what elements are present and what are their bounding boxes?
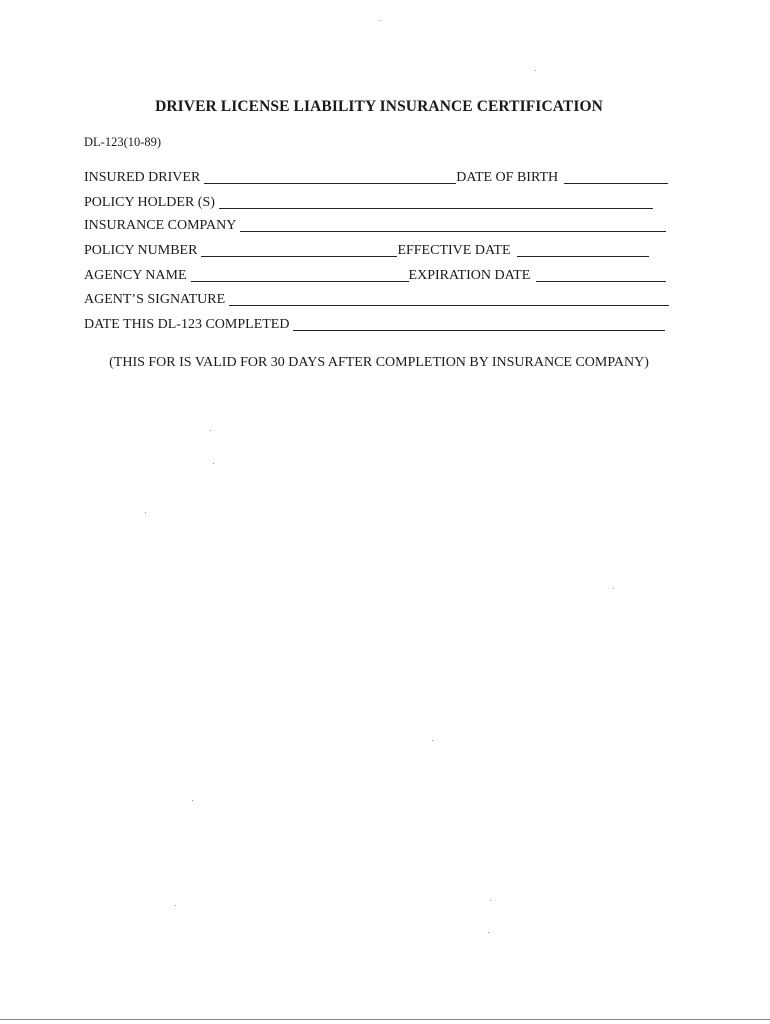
agency-name-label: AGENCY NAME	[84, 268, 187, 283]
insurance-company-label: INSURANCE COMPANY	[84, 218, 237, 233]
policy-holder-label: POLICY HOLDER (S)	[84, 195, 215, 210]
expiration-date-label: EXPIRATION DATE	[408, 268, 531, 283]
form-title: DRIVER LICENSE LIABILITY INSURANCE CERTIFICATION	[155, 98, 603, 115]
row-insurance-company	[84, 214, 666, 234]
row-agents-signature	[84, 288, 669, 308]
insured-driver-label: INSURED DRIVER	[84, 170, 201, 185]
insurance-company-field[interactable]	[240, 231, 666, 232]
date-completed-label: DATE THIS DL-123 COMPLETED	[84, 317, 290, 332]
row-agency-name	[84, 264, 666, 284]
row-policy-holder	[84, 191, 653, 211]
validity-notice: (THIS FOR IS VALID FOR 30 DAYS AFTER COMPLETION BY INSURANCE COMPANY)	[109, 355, 649, 370]
bottom-edge-line	[0, 1019, 770, 1020]
expiration-date-field[interactable]	[536, 281, 666, 282]
row-policy-number	[84, 239, 649, 259]
policy-number-label: POLICY NUMBER	[84, 243, 198, 258]
date-of-birth-field[interactable]	[564, 183, 668, 184]
agents-signature-field[interactable]	[229, 305, 669, 306]
insured-driver-field[interactable]	[204, 183, 456, 184]
form-code: DL-123(10-89)	[84, 135, 162, 149]
policy-number-field[interactable]	[201, 256, 397, 257]
date-of-birth-label: DATE OF BIRTH	[456, 170, 559, 185]
agency-name-field[interactable]	[191, 281, 409, 282]
row-insured-driver	[84, 166, 670, 186]
effective-date-field[interactable]	[517, 256, 649, 257]
agents-signature-label: AGENT’S SIGNATURE	[84, 292, 226, 307]
row-date-completed	[84, 313, 665, 333]
policy-holder-field[interactable]	[219, 208, 653, 209]
date-completed-field[interactable]	[293, 330, 665, 331]
effective-date-label: EFFECTIVE DATE	[397, 243, 511, 258]
